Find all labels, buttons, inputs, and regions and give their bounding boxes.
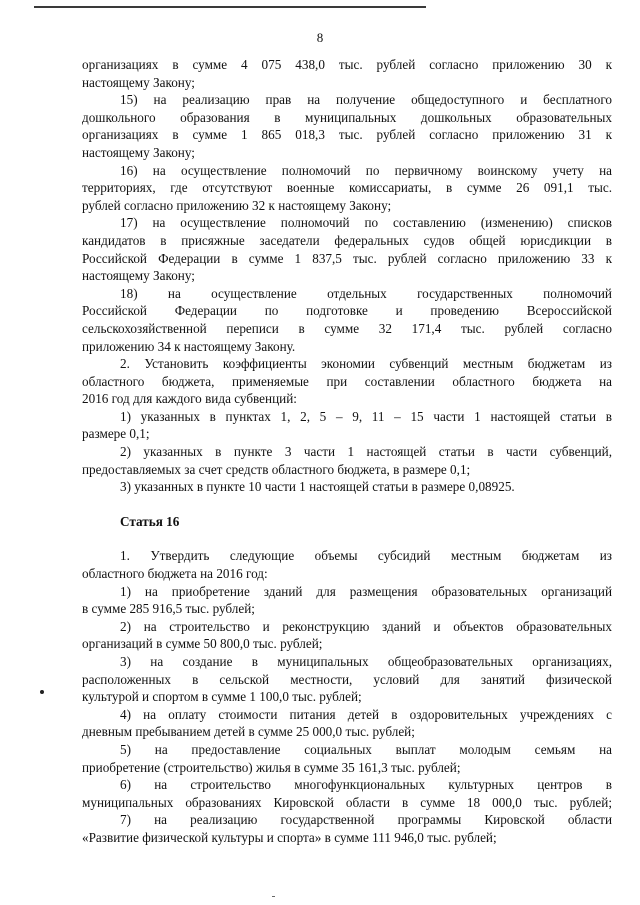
text-line: 1) указанных в пунктах 1, 2, 5 – 9, 11 – 15 части 1 настоящей статьи в [120,408,612,424]
text-line: настоящему Закону; [82,144,195,160]
text-line: территориях, где отсутствуют военные комиссариаты, в сумме 26 091,1 тыс. [82,180,612,196]
article-16-text [82,547,612,846]
text-line: 15) на реализацию прав на получение общедоступного и бесплатного [120,92,612,108]
text-line: настоящему Закону; [82,74,195,90]
text-line: 1. Утвердить следующие объемы субсидий местным бюджетам из [120,548,612,564]
text-line: 2016 год для каждого вида субвенций: [82,391,297,407]
text-line: 2) указанных в пункте 3 части 1 настоящей статьи в части субвенций, [120,444,612,460]
text-line: Российской Федерации в сумме 1 837,5 тыс. рублей согласно приложению 33 к [82,250,612,266]
scan-speck [40,690,44,694]
text-line: «Развитие физической культуры и спорта» в сумме 111 946,0 тыс. рублей; [82,829,497,845]
text-line: в сумме 285 916,5 тыс. рублей; [82,601,255,617]
text-line: 18) на осуществление отдельных государственных полномочий [120,285,612,301]
text-line: 3) указанных в пункте 10 части 1 настоящей статьи в размере 0,08925. [120,479,515,495]
article-15-continuation [82,56,612,496]
page-number: 8 [316,30,324,45]
text-line: дневным пребыванием детей в сумме 25 000,0 тыс. рублей; [82,724,415,740]
text-line: областного бюджета на 2016 год: [82,566,268,582]
text-line: кандидатов в присяжные заседатели федеральных судов общей юрисдикции в [82,232,612,248]
text-line: размере 0,1; [82,426,150,442]
document-body [82,56,612,847]
text-line: муниципальных образованиях Кировской области в сумме 18 000,0 тыс. рублей; [82,794,612,810]
text-line: 2) на строительство и реконструкцию зданий и объектов образовательных [120,618,612,634]
text-line: расположенных в сельской местности, условий для занятий физической [82,671,612,687]
text-line: организациях в сумме 1 865 018,3 тыс. рублей согласно приложению 31 к [82,127,612,143]
text-line: 7) на реализацию государственной программы Кировской области [120,812,612,828]
scan-speck-bottom [272,896,275,897]
text-line: 1) на приобретение зданий для размещения образовательных организаций [120,583,612,599]
text-line: Российской Федерации по подготовке и проведению Всероссийской [82,303,612,319]
text-line: 4) на оплату стоимости питания детей в оздоровительных учреждениях с [120,706,612,722]
top-rule [34,6,426,8]
text-line: 16) на осуществление полномочий по первичному воинскому учету на [120,162,612,178]
text-line: 3) на создание в муниципальных общеобразовательных организациях, [120,654,612,669]
text-line: 17) на осуществление полномочий по составлению (изменению) списков [120,215,612,231]
text-line: 6) на строительство многофункциональных культурных центров в [120,777,612,793]
text-line: культурой и спортом в сумме 1 100,0 тыс. рублей; [82,689,362,705]
text-line: сельскохозяйственной переписи в сумме 32 171,4 тыс. рублей согласно [82,320,612,336]
text-line: областного бюджета, применяемые при составлении областного бюджета на [82,373,612,389]
text-line: дошкольного образования в муниципальных дошкольных образовательных [82,109,612,125]
text-line: приобретение (строительство) жилья в сумме 35 161,3 тыс. рублей; [82,759,461,775]
text-line: организаций в сумме 50 800,0 тыс. рублей; [82,636,323,652]
text-line: рублей согласно приложению 32 к настоящему Закону; [82,197,392,213]
text-line: настоящему Закону; [82,268,195,284]
article-heading: Статья 16 [120,513,180,529]
text-line: организациях в сумме 4 075 438,0 тыс. рублей согласно приложению 30 к [82,57,612,72]
text-line: предоставляемых за счет средств областного бюджета, в размере 0,1; [82,461,471,477]
text-line: 5) на предоставление социальных выплат молодым семьям на [120,741,612,757]
text-line: приложению 34 к настоящему Закону. [82,338,296,354]
text-line: 2. Установить коэффициенты экономии субвенций местным бюджетам из [120,356,612,372]
